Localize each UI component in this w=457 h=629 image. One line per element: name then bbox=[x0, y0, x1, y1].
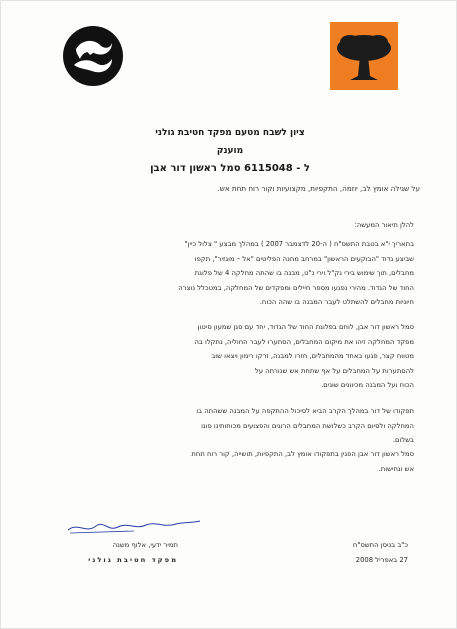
text-line: להסתערות על המחבלים על אף שתחת אש שנורתה על bbox=[254, 366, 414, 375]
text-line: שביצע גדוד "הבוקעים הראשון" במרחב מחנה הפליטים "אל – מוגזיר", תקפו bbox=[194, 254, 414, 263]
text-line: סמל ראשון דור אבן הפגין בתפקודו אומץ לב, התקפיות, תושייה, קור רוח תחת bbox=[191, 450, 414, 458]
text-line: חיוניות מחבלים להשתלט לעבר המבנה בו שהה הכוח. bbox=[259, 298, 414, 307]
text-line: סמל ראשון דור אבן, לוחם בפלוגת החוד של הגדוד, יחד עם סגן שמעון סיטון bbox=[197, 323, 414, 331]
text-line: החוד של הגדוד. מהירי נפגעו מספר חיילים ומפקדים של המחלקה, במטכלל נוצרה bbox=[178, 283, 414, 292]
text-line: מטווח קצר, פגעו באחד מהמחבלים, חזרו למבנה, זרקו רימון ויצאו שוב bbox=[211, 352, 414, 361]
recipient-line: ל - 6115048 סמל ראשון דור אבן bbox=[150, 163, 310, 174]
paragraph-3 bbox=[49, 404, 414, 448]
gregorian-date: 27 באפריל 2008 bbox=[355, 556, 408, 564]
description-intro: להלן תיאור המעשה: bbox=[354, 221, 414, 229]
text-line: בשלום. bbox=[392, 436, 414, 445]
unit-emblem-icon bbox=[62, 25, 124, 87]
awarded-label: מוענק bbox=[216, 146, 244, 156]
signer-title: מפקד חטיבת גולני bbox=[88, 556, 178, 564]
citation-reason: על שגילה אומץ לב, יוזמה, התקפיות, מקצועיות וקור רוח תחת אש. bbox=[217, 184, 420, 193]
text-line: מחבלים, תוך שימוש בירי נק"ל וירי נ"ט, מבנה בו שהתה מחלקה 4 של פלוגת bbox=[194, 269, 414, 278]
text-line: בתאריך י"א בטבת התשס"ח ( ה-20 לדצמבר 2007 ) במהלך מבצע " צלול כיין" bbox=[184, 240, 414, 248]
text-line: מפקד המחלקה זיהו את מיקום המחבלים, הסתערו לעבר החוליה, נתקלו בה bbox=[194, 337, 414, 346]
text-line: אש ונחישות. bbox=[378, 464, 414, 473]
hebrew-date: כ"ב בניסן התשס"ח bbox=[352, 541, 408, 549]
paragraph-2 bbox=[49, 320, 414, 393]
citation-title: ציון לשבח מטעם מפקד חטיבת גולני bbox=[155, 128, 305, 138]
signer-name: תמיר ידעי, אלוף משנה bbox=[112, 541, 178, 549]
paragraph-1 bbox=[49, 237, 414, 310]
text-line: המחלקה ולסיום הקרב כשלושת המחבלים הרוגים והפצועים מכוחותינו פונו bbox=[201, 421, 414, 430]
handwritten-signature-icon bbox=[64, 518, 204, 536]
text-line: הכוח ועל המבנה מכיוונים שונים. bbox=[321, 381, 414, 390]
golani-tree-icon bbox=[330, 22, 398, 90]
paragraph-4 bbox=[49, 447, 414, 476]
text-line: תפקודו של דור במהלך הקרב הביא לסיכול ההתקפה על המבנה ששהתה בו bbox=[196, 407, 414, 415]
